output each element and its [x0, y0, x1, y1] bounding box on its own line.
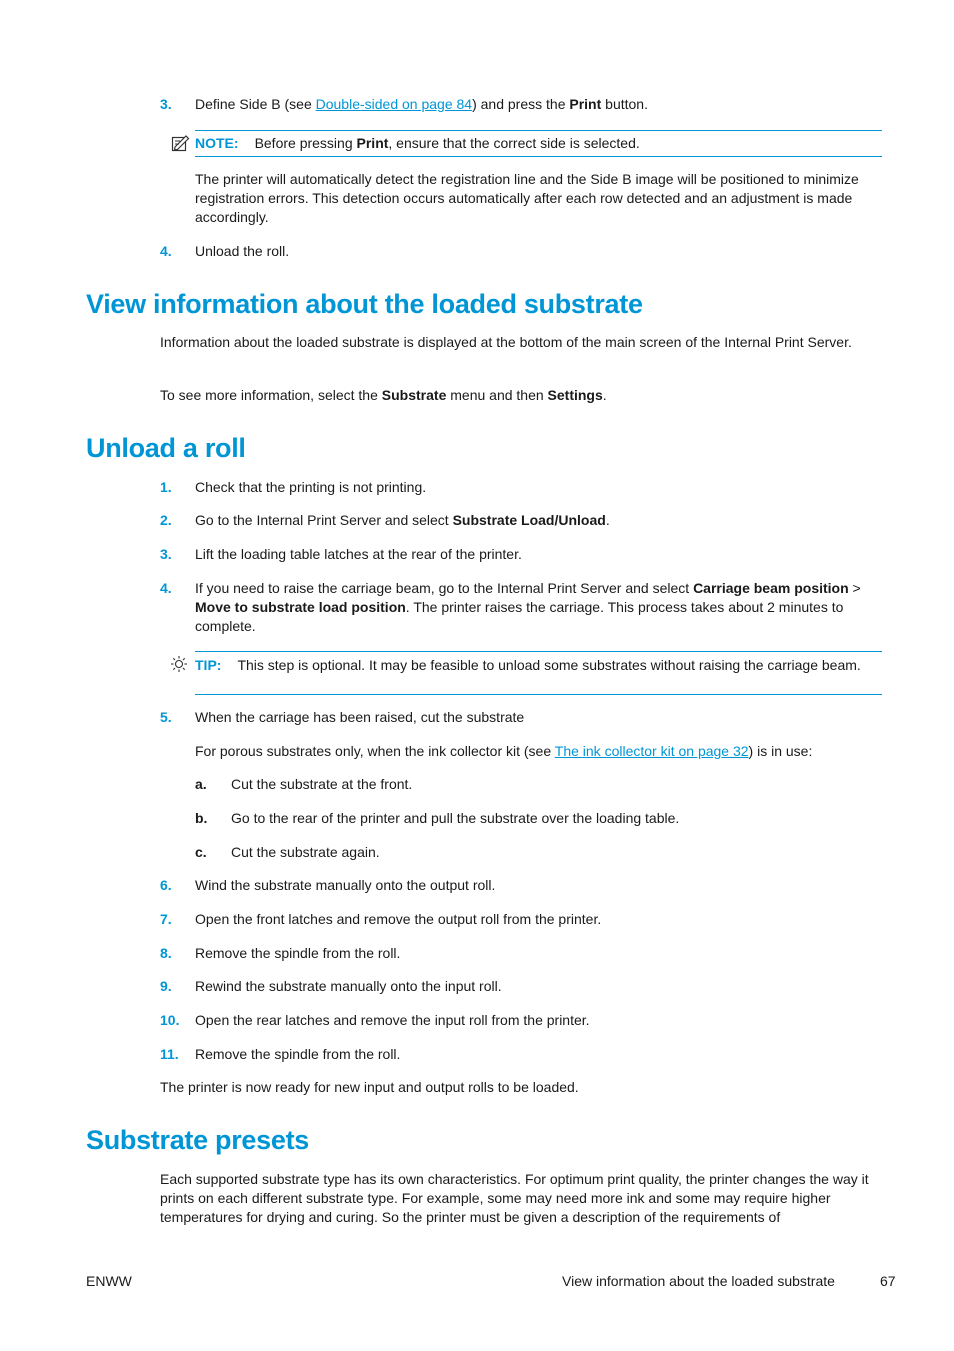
step-bold: Substrate Load/Unload [452, 512, 606, 528]
bold-settings: Settings [547, 387, 603, 403]
step-number: 1. [160, 479, 172, 495]
link-double-sided[interactable]: Double-sided on page 84 [315, 96, 473, 112]
paragraph [160, 386, 607, 405]
note-box [195, 130, 882, 157]
step-number: 5. [160, 709, 172, 725]
lightbulb-icon [170, 655, 188, 673]
step-text: Unload the roll. [195, 243, 290, 259]
substep-letter: b. [195, 810, 208, 826]
step-text-part: button. [601, 96, 648, 112]
step-text-part: > [848, 580, 861, 596]
step-text: Remove the spindle from the roll. [195, 945, 401, 961]
paragraph-part: . [602, 387, 607, 403]
step-text: Open the front latches and remove the output roll from the printer. [195, 911, 602, 927]
paragraph-part: menu and then [446, 387, 548, 403]
step-text-part: If you need to raise the carriage beam, go to the Internal Print Server and select [195, 580, 694, 596]
closing-paragraph: The printer is now ready for new input and output rolls to be loaded. [160, 1079, 579, 1095]
note-text: , ensure that the correct side is selected. [388, 135, 640, 151]
substep-text: Cut the substrate again. [231, 844, 380, 860]
substep-letter: c. [195, 844, 207, 860]
section-heading-unload-roll: Unload a roll [86, 433, 246, 463]
step-text [195, 579, 885, 636]
step-number: 3. [160, 96, 172, 112]
section-heading-view-info: View information about the loaded substrate [86, 289, 643, 319]
step-number: 6. [160, 877, 172, 893]
note-icon [171, 134, 191, 152]
step-text-part: ) and press the [472, 96, 570, 112]
tip-text: This step is optional. It may be feasible to unload some substrates without raising the carriage beam. [237, 657, 861, 673]
note-text: Before pressing [254, 135, 357, 151]
step-paragraph [195, 742, 812, 761]
step-text-part: For porous substrates only, when the ink collector kit (see [195, 743, 555, 759]
step-text: Lift the loading table latches at the rear of the printer. [195, 546, 522, 562]
step-number: 9. [160, 978, 172, 994]
note-content [195, 134, 640, 153]
link-ink-collector-kit[interactable]: The ink collector kit on page 32 [554, 743, 749, 759]
step-text: Rewind the substrate manually onto the input roll. [195, 978, 502, 994]
footer-left: ENWW [86, 1273, 132, 1289]
step-text: Wind the substrate manually onto the output roll. [195, 877, 496, 893]
step-text [195, 511, 610, 530]
tip-box [195, 651, 882, 695]
step-text: Check that the printing is not printing. [195, 479, 427, 495]
substep-text: Go to the rear of the printer and pull the substrate over the loading table. [231, 810, 680, 826]
step-number: 10. [160, 1012, 180, 1028]
step-number: 11. [160, 1046, 179, 1062]
note-label: NOTE: [195, 135, 239, 151]
step-text-part: Define Side B (see [195, 96, 316, 112]
step-bold: Carriage beam position [693, 580, 849, 596]
step-text [195, 95, 648, 114]
substep-letter: a. [195, 776, 207, 792]
step-text-part: Go to the Internal Print Server and select [195, 512, 453, 528]
step-text: Open the rear latches and remove the input roll from the printer. [195, 1012, 590, 1028]
paragraph: Each supported substrate type has its own characteristics. For optimum print quality, the printer changes the way it prints on each different substrate type. For example, some may need more ink and some may require higher temperatures for drying and curing. So the printer must be given a description of the requirements of [160, 1171, 869, 1225]
tip-content [195, 656, 882, 675]
note-bold: Print [356, 135, 389, 151]
step-text-part: . [605, 512, 610, 528]
bold-substrate: Substrate [381, 387, 447, 403]
section-heading-substrate-presets: Substrate presets [86, 1125, 309, 1155]
paragraph: Information about the loaded substrate is displayed at the bottom of the main screen of the Internal Print Server. [160, 334, 852, 350]
step-number: 4. [160, 580, 172, 596]
step-bold: Print [569, 96, 602, 112]
paragraph-part: To see more information, select the [160, 387, 382, 403]
step-text: Remove the spindle from the roll. [195, 1046, 401, 1062]
substep-text: Cut the substrate at the front. [231, 776, 413, 792]
step-number: 8. [160, 945, 172, 961]
step-number: 3. [160, 546, 172, 562]
note-paragraph: The printer will automatically detect the registration line and the Side B image will be positioned to minimize registration errors. This detection occurs automatically after each row detected and an adjustment is made accordingly. [195, 171, 859, 225]
tip-label: TIP: [195, 657, 222, 673]
step-text-part: . The printer raises the carriage. This process takes about 2 minutes to complete. [195, 599, 844, 634]
step-text: When the carriage has been raised, cut the substrate [195, 709, 525, 725]
footer-title: View information about the loaded substrate [562, 1273, 835, 1289]
page-number: 67 [880, 1273, 896, 1289]
step-number: 4. [160, 243, 172, 259]
step-number: 7. [160, 911, 172, 927]
step-bold: Move to substrate load position [195, 599, 406, 615]
step-text-part: ) is in use: [748, 743, 813, 759]
step-number: 2. [160, 512, 172, 528]
